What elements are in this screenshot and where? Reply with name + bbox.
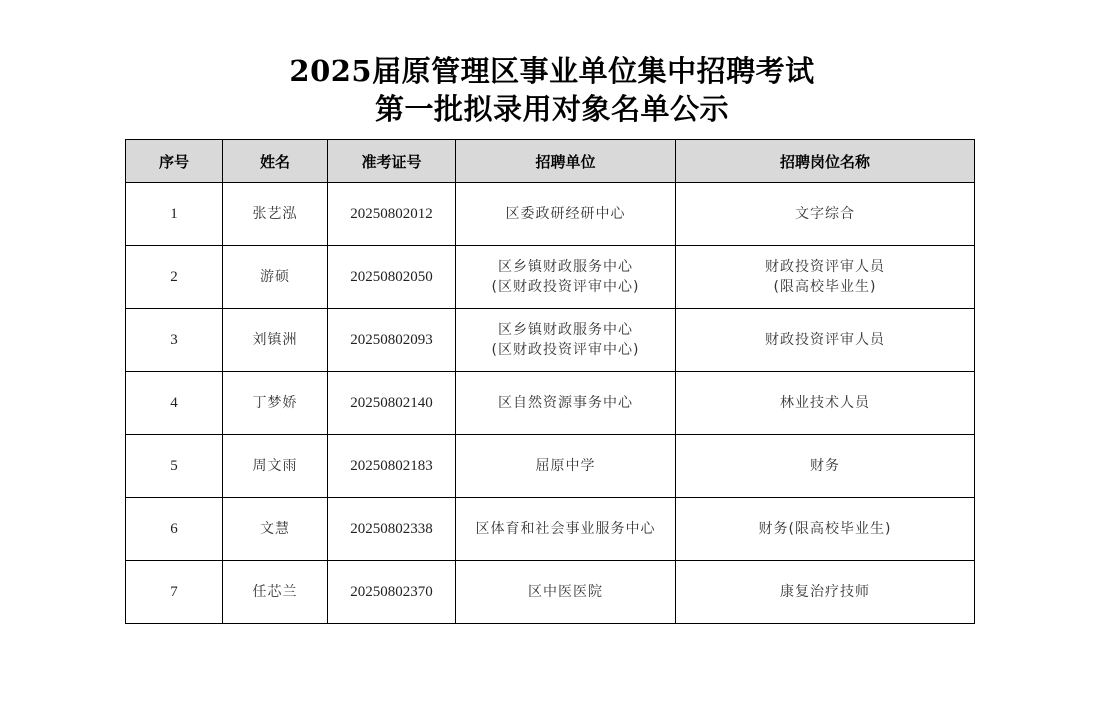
- cell-name: 任芯兰: [223, 561, 328, 624]
- unit-line: 区委政研经研中心: [505, 206, 626, 222]
- page-title: [0, 52, 1104, 128]
- cell-name: 游硕: [223, 246, 328, 309]
- table-row: [126, 435, 975, 498]
- cell-seq: 4: [126, 372, 223, 435]
- cell-unit: [456, 183, 676, 246]
- header-exam-no: 准考证号: [328, 140, 456, 183]
- cell-exam-no: 20250802050: [328, 246, 456, 309]
- cell-seq: 1: [126, 183, 223, 246]
- cell-seq: 7: [126, 561, 223, 624]
- unit-line: 区乡镇财政服务中心: [498, 322, 633, 338]
- position-line: (限高校毕业生): [773, 279, 877, 295]
- cell-position: [676, 246, 975, 309]
- unit-line: 屈原中学: [535, 458, 596, 474]
- candidate-table: [125, 139, 975, 624]
- header-seq: 序号: [126, 140, 223, 183]
- unit-line: 区体育和社会事业服务中心: [475, 521, 656, 537]
- cell-seq: 5: [126, 435, 223, 498]
- cell-position: [676, 372, 975, 435]
- cell-position: [676, 183, 975, 246]
- table-header-row: [126, 140, 975, 183]
- cell-unit: [456, 309, 676, 372]
- cell-unit: [456, 498, 676, 561]
- header-name: 姓名: [223, 140, 328, 183]
- unit-line: 区乡镇财政服务中心: [498, 259, 633, 275]
- title-line-2: 第一批拟录用对象名单公示: [374, 92, 729, 126]
- cell-exam-no: 20250802012: [328, 183, 456, 246]
- position-line: 财务: [810, 458, 840, 474]
- unit-line: 区自然资源事务中心: [498, 395, 633, 411]
- position-line: 财政投资评审人员: [765, 259, 885, 275]
- position-line: 财政投资评审人员: [765, 332, 885, 348]
- cell-name: 文慧: [223, 498, 328, 561]
- table-row: [126, 498, 975, 561]
- cell-position: [676, 435, 975, 498]
- cell-name: 张艺泓: [223, 183, 328, 246]
- table-row: [126, 309, 975, 372]
- cell-name: 周文雨: [223, 435, 328, 498]
- cell-seq: 3: [126, 309, 223, 372]
- title-line-1: 2025届原管理区事业单位集中招聘考试: [289, 54, 815, 88]
- cell-unit: [456, 372, 676, 435]
- cell-position: [676, 309, 975, 372]
- header-unit: 招聘单位: [456, 140, 676, 183]
- table-row: [126, 372, 975, 435]
- cell-seq: 6: [126, 498, 223, 561]
- header-position: 招聘岗位名称: [676, 140, 975, 183]
- cell-position: [676, 561, 975, 624]
- cell-exam-no: 20250802183: [328, 435, 456, 498]
- cell-exam-no: 20250802093: [328, 309, 456, 372]
- cell-name: 刘镇洲: [223, 309, 328, 372]
- cell-exam-no: 20250802140: [328, 372, 456, 435]
- unit-line: 区中医医院: [528, 584, 603, 600]
- unit-line: (区财政投资评审中心): [491, 279, 640, 295]
- table-row: [126, 246, 975, 309]
- cell-name: 丁梦娇: [223, 372, 328, 435]
- cell-unit: [456, 561, 676, 624]
- cell-unit: [456, 246, 676, 309]
- cell-exam-no: 20250802370: [328, 561, 456, 624]
- table-row: [126, 183, 975, 246]
- position-line: 财务(限高校毕业生): [758, 521, 892, 537]
- cell-exam-no: 20250802338: [328, 498, 456, 561]
- cell-unit: [456, 435, 676, 498]
- position-line: 康复治疗技师: [780, 584, 870, 600]
- position-line: 文字综合: [795, 206, 855, 222]
- unit-line: (区财政投资评审中心): [491, 342, 640, 358]
- table-row: [126, 561, 975, 624]
- position-line: 林业技术人员: [780, 395, 870, 411]
- cell-position: [676, 498, 975, 561]
- cell-seq: 2: [126, 246, 223, 309]
